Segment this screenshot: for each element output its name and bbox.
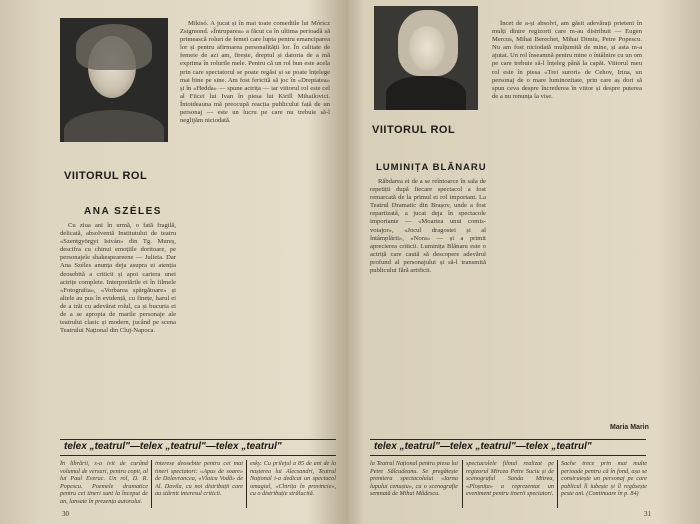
actress-name: LUMINIȚA BLĂNARU: [376, 162, 487, 173]
portrait-face: [408, 26, 446, 72]
telex-rule-bottom: [370, 455, 646, 456]
left-page: [0, 0, 348, 524]
portrait-hair: [76, 24, 152, 70]
article-text: Răbdarea ei de a se reîntoarce în sala de repetiții după fiecare spectacol a fost remarcată de la primul ei rol important. La Teatrul Dramatic din Brașov, unde a fost repartizată, a jucat deja în spectacole importante — «Moartea unui comis-voiajor», «Jocul dragostei și al întâmplării», «Nora» — și a primit aprecierea criticii. Luminița Blănaru este o actriță care caută să descopere adevărul profund al personajului și să-l transmită publicului fără artificii.: [370, 178, 486, 275]
news-column-3: esky. Cu prilejul a 85 de ani de la nașterea lui Alecsandri, Teatrul Național i-a dedicat un spectacol omagial, «Chirița în provincie», cu o distribuție strălucită.: [250, 460, 336, 498]
page-number: 31: [644, 510, 651, 518]
telex-rule-top: [60, 439, 336, 440]
telex-banner: telex „teatrul"—telex „teatrul"—telex „teatrul": [64, 441, 282, 452]
actress-name: ANA SZÉLES: [84, 206, 162, 217]
actress-photo-luminita-blanaru: [374, 6, 478, 110]
article-column-2: [492, 20, 642, 418]
actress-photo-ana-szeles: [60, 18, 168, 142]
column-divider: [462, 460, 463, 508]
column-divider: [557, 460, 558, 508]
telex-rule-bottom: [60, 455, 336, 456]
telex-rule-top: [370, 439, 646, 440]
telex-banner: telex „teatrul"—telex „teatrul"—telex „teatrul": [374, 441, 592, 452]
portrait-shoulders: [386, 76, 466, 110]
column-divider: [246, 460, 247, 508]
article-text: Cu ziua ani în urmă, o fată fragilă, delicată, absolventă Institutului de teatru «Szentgyörgyi István» din Tg. Mureș, descifra cu chinui emoțiile doritoare, pe personajele shakespeareene — Julieta. Dar Ana Széles anunța deja asupra ei atenția deosebită a criticii și apoi cariera unei actrițe complete. Interpretările ei în filmele «Fotografia», «Vorbarea spărgătoare» și altele au pus în evidență, cu finețe, harul ei de a trăi cu adevărat rolul, ca și bucuria ei de a se apropia de marile personaje ale teatrului clasic și modern, jucând pe scena Teatrului Național din Cluj-Napoca.: [60, 222, 176, 335]
news-column-1: la Teatrul Național pentru piesa lui Petre Sălcudeanu. Se pregătește premiera spectacolului «Iarna lupului cenușiu», cu o scenografie semnată de Mihai Mădescu.: [370, 460, 458, 498]
news-column-2: spectacolele filmul realizat pe regizorul Mircea Petre Suciu și de scenograful Sanda Mitrea, «Ploșnița» a reprezentat un eveniment pentru tinerii spectatori.: [466, 460, 554, 498]
article-column-1: [370, 178, 486, 436]
page-number: 30: [62, 510, 69, 518]
column-divider: [151, 460, 152, 508]
news-column-3: Sache trece prin mai multe perioade pentru că în fond, așa se construiește un personaj pe care publicul îl iubește și îl regăsește peste ani. (Continuare în p. 84): [561, 460, 647, 498]
article-column-2: [180, 20, 330, 435]
portrait-shoulders: [64, 110, 164, 142]
section-title: VIITORUL ROL: [372, 124, 456, 136]
article-text: Mikisó. A jucat și în mai toate comediile lui Móricz Zsigmond. «Întruparea» a făcut ca în ultima perioadă să primească roluri de femei care lupta pentru emanciparea lor și pentru afirmarea personalității lor. În calitate de femeie de azi am, firește, dreptul și datoria de a mă exprima în rolurile mele. Pentru că un rol bun este acela prin care spectatorul se poate regăsi și se poate înțelege mai bine pe sine. Am fost fericită să joc în «Dreptatea» și în «Hedda» — spune actrița — iar viitorul rol este cel al Fiicei lui Ivan în piesa lui Kirill Mihailovici. Întotdeauna mă preocupă reacția publicului față de un personaj — este un lucru pe care nu trebuie să-l neglijăm niciodată.: [180, 20, 330, 125]
section-title: VIITORUL ROL: [64, 170, 148, 182]
article-column-1: [60, 222, 176, 437]
news-column-2: interese deosebite pentru cei mai tineri spectatori: «Apus de soare» de Delavrancea, «Vlaicu Vodă» de Al. Davila, cu noi distribuții care au stârnit interesul criticii.: [155, 460, 243, 498]
article-text: Încet de a-și absolvi, am găsit adevărați prieteni în mulți dintre regizorii care m-au distribuit — Eugen Mercus, Mihai Berechet, Mihai Dimiu, Petre Popescu. Nu am fost niciodată mulțumită de mine, și asta m-a ajutat. Un rol înseamnă pentru mine o întâlnire cu un om pe care trebuie să-l înțeleg până la capăt. Viitorul meu rol este în piesa «Trei surori» de Cehov, Irina, un personaj de o mare luminozitate, prin care aș dori să spun ceva despre încrederea în viitor și despre puterea de a nu renunța la vise.: [492, 20, 642, 100]
news-column-1: În librării, s-a ivit de curând volumul de versuri, pentru copii, al lui Paul Everac. Un rol, D. R. Popescu. Poemele dramatice pentru cei tineri sunt la început de an, lansate în prezența autorului.: [60, 460, 148, 505]
right-page: [352, 0, 700, 524]
author-signature: Maria Marin: [610, 424, 649, 431]
